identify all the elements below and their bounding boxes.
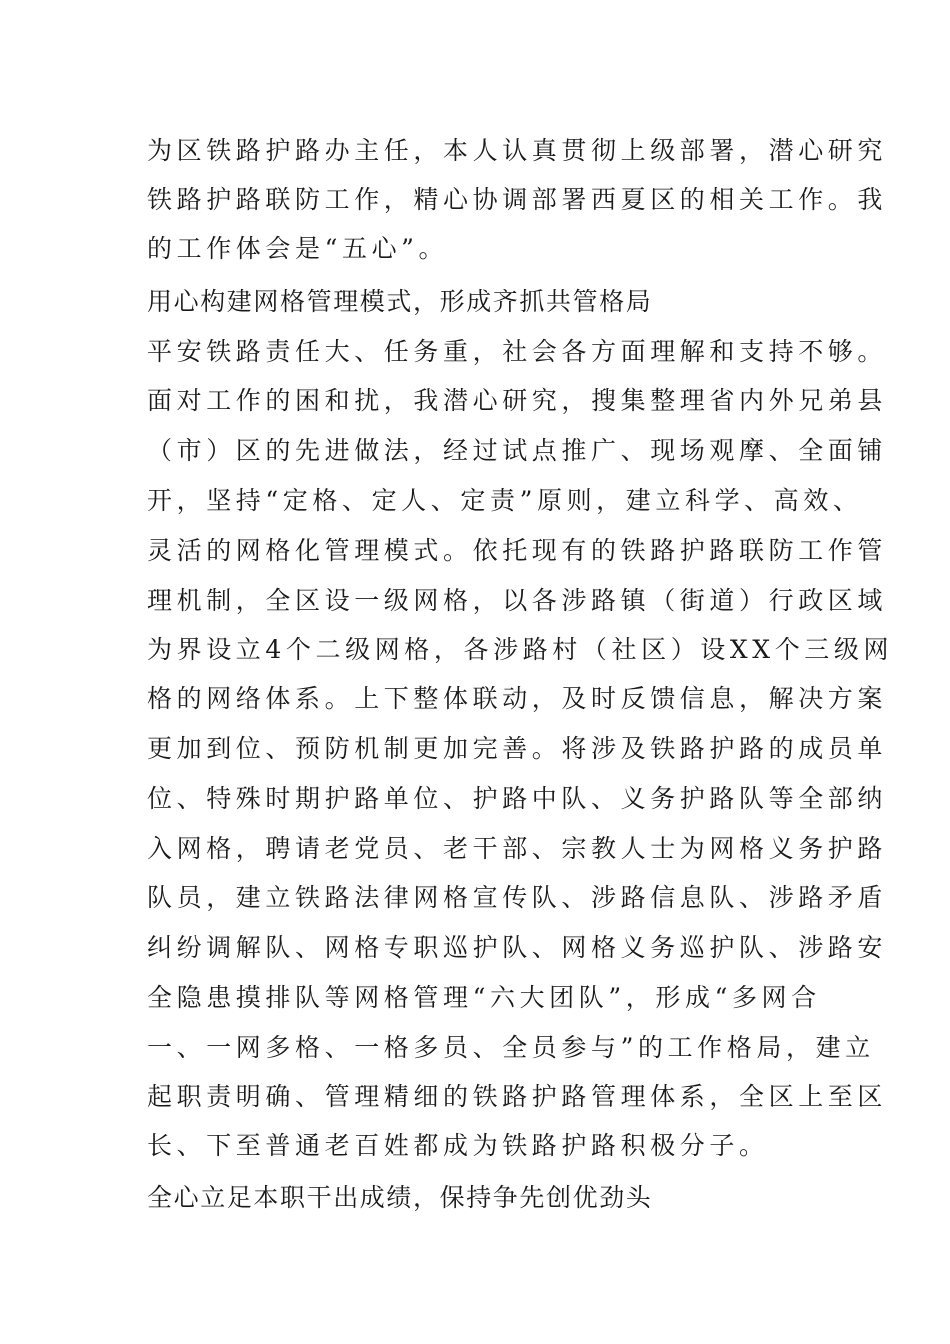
body-text-line: 为界设立4个二级网格，各涉路村（社区）设XX个三级网	[147, 635, 894, 664]
body-text-line: 为区铁路护路办主任，本人认真贯彻上级部署，潜心研究	[147, 136, 888, 165]
body-text-line: 理机制，全区设一级网格，以各涉路镇（街道）行政区域	[147, 586, 888, 615]
body-text-line: 起职责明确、管理精细的铁路护路管理体系，全区上至区	[147, 1082, 888, 1111]
section-heading: 用心构建网格管理模式，形成齐抓共管格局	[147, 287, 653, 316]
body-text-line: 开，坚持“定格、定人、定责”原则，建立科学、高效、	[147, 486, 863, 515]
body-text-line: 格的网络体系。上下整体联动，及时反馈信息，解决方案	[147, 684, 888, 713]
body-text-line: 位、特殊时期护路单位、护路中队、义务护路队等全部纳	[147, 784, 888, 813]
body-text-line: 更加到位、预防机制更加完善。将涉及铁路护路的成员单	[147, 734, 888, 763]
section-heading: 全心立足本职干出成绩，保持争先创优劲头	[147, 1183, 653, 1212]
body-text-line: 纠纷调解队、网格专职巡护队、网格义务巡护队、涉路安	[147, 933, 888, 962]
body-text-line: 入网格，聘请老党员、老干部、宗教人士为网格义务护路	[147, 834, 888, 863]
body-text-line: 灵活的网格化管理模式。依托现有的铁路护路联防工作管	[147, 536, 888, 565]
body-text-line: 铁路护路联防工作，精心协调部署西夏区的相关工作。我	[147, 185, 888, 214]
body-text-line: 长、下至普通老百姓都成为铁路护路积极分子。	[147, 1131, 769, 1160]
body-text-line: 面对工作的困和扰，我潜心研究，搜集整理省内外兄弟县	[147, 386, 888, 415]
body-text-line: 的工作体会是“五心”。	[147, 234, 449, 263]
body-text-line: 平安铁路责任大、任务重，社会各方面理解和支持不够。	[147, 337, 888, 366]
body-text-line: 全隐患摸排队等网格管理“六大团队”，形成“多网合	[147, 983, 821, 1012]
body-text-line: （市）区的先进做法，经过试点推广、现场观摩、全面铺	[147, 436, 888, 465]
body-text-line: 一、一网多格、一格多员、全员参与”的工作格局，建立	[147, 1033, 875, 1062]
body-text-line: 队员，建立铁路法律网格宣传队、涉路信息队、涉路矛盾	[147, 883, 888, 912]
